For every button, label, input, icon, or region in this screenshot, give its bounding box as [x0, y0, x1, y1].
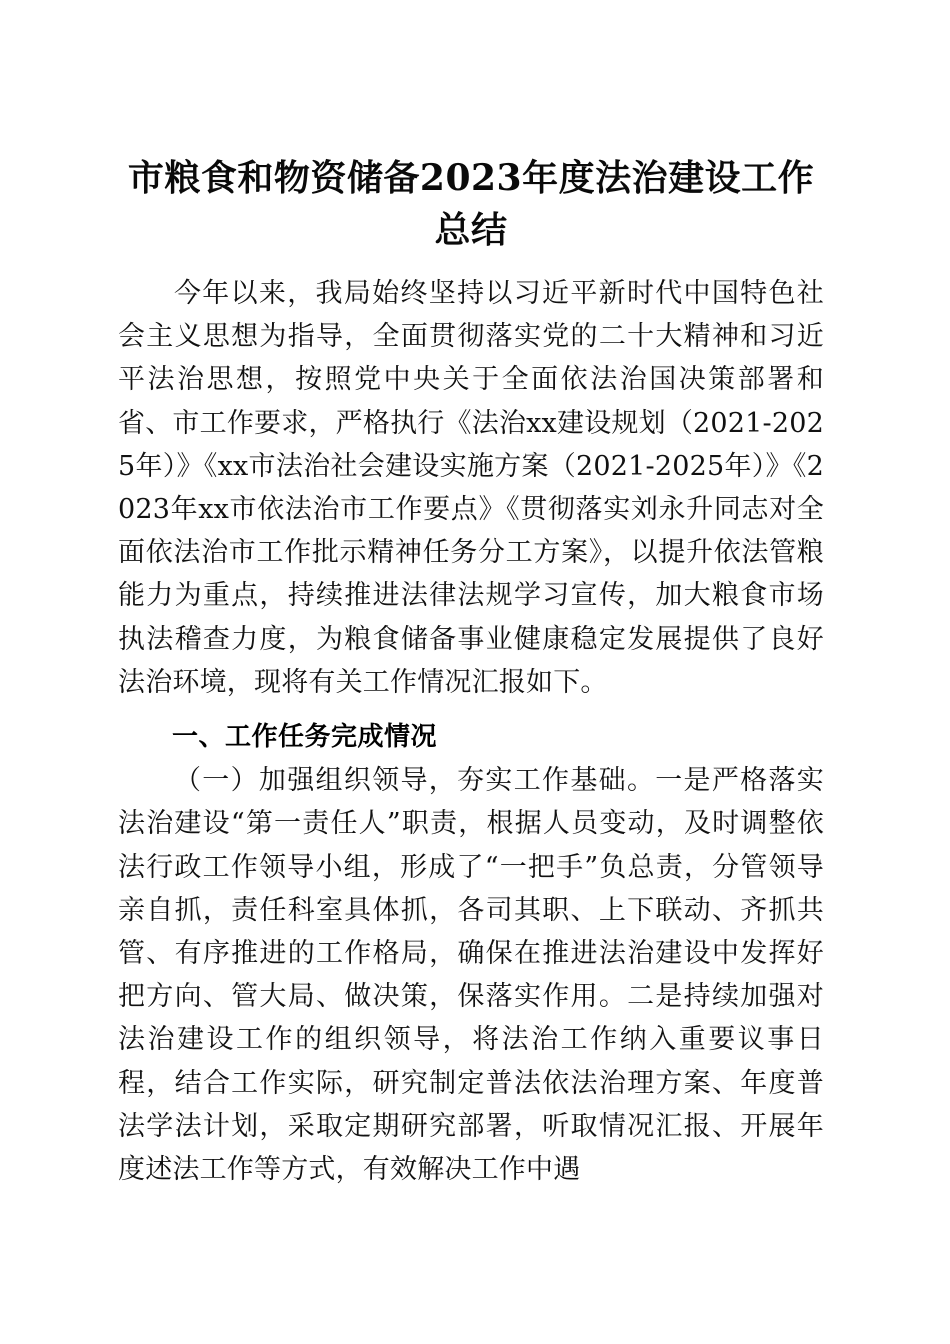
- section-heading-1: 一、工作任务完成情况: [172, 722, 438, 753]
- paragraph-intro: 今年以来，我局始终坚持以习近平新时代中国特色社会主义思想为指导，全面贯彻落实党的二十大精神和习近平法治思想，按照党中央关于全面依法治国决策部署和省、市工作要求，严格执行《法治xx建设规划（2021-2025年）》《xx市法治社会建设实施方案（2021-2025年）》《2023年xx市依法治市工作要点》《贯彻落实刘永升同志对全面依法治市工作批示精神任务分工方案》，以提升依法管粮能力为重点，持续推进法律法规学习宣传，加大粮食市场执法稽查力度，为粮食储备事业健康稳定发展提供了良好法治环境，现将有关工作情况汇报如下。: [118, 278, 824, 698]
- paragraph-spacer: [118, 704, 824, 716]
- document-body: [118, 272, 824, 1191]
- page-title: 市粮食和物资储备2023年度法治建设工作总结: [127, 157, 815, 252]
- paragraph-section-1-1: （一）加强组织领导，夯实工作基础。一是严格落实法治建设“第一责任人”职责，根据人员变动，及时调整依法行政工作领导小组，形成了“一把手”负总责，分管领导亲自抓，责任科室具体抓，各司其职、上下联动、齐抓共管、有序推进的工作格局，确保在推进法治建设中发挥好把方向、管大局、做决策，保落实作用。二是持续加强对法治建设工作的组织领导，将法治工作纳入重要议事日程，结合工作实际，研究制定普法依法治理方案、年度普法学法计划，采取定期研究部署，听取情况汇报、开展年度述法工作等方式，有效解决工作中遇: [118, 765, 824, 1186]
